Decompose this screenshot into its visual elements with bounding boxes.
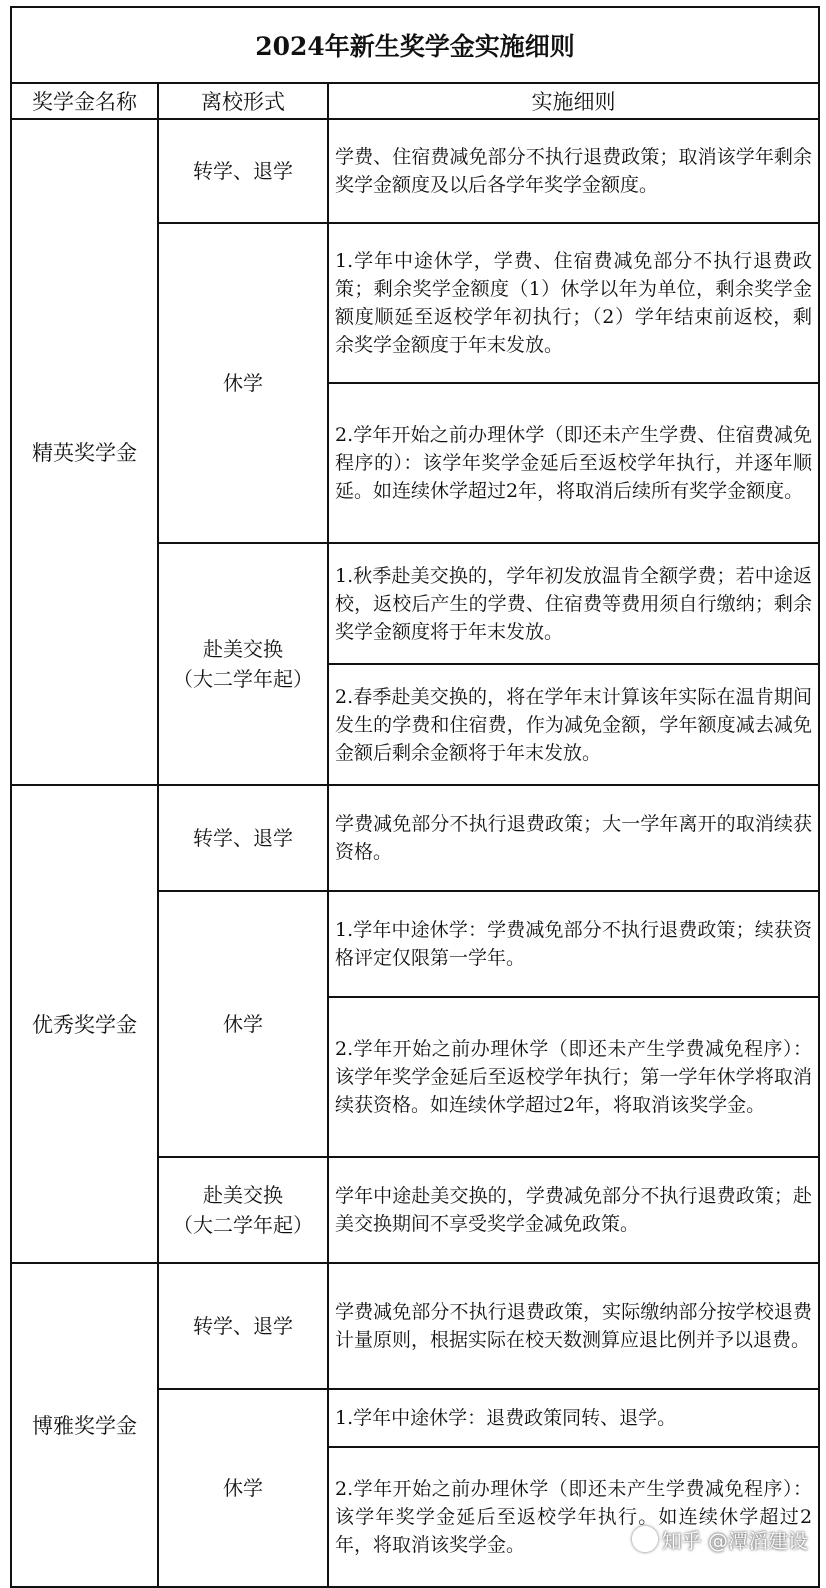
table-header-row <box>11 83 819 119</box>
form-suspend: 休学 <box>158 1389 328 1587</box>
form-exchange-line1: 赴美交换 <box>203 637 283 661</box>
category-excellent: 优秀奖学金 <box>11 785 158 1263</box>
watermark <box>632 1525 808 1554</box>
detail-cell: 学费减免部分不执行退费政策；大一学年离开的取消续获资格。 <box>328 785 819 891</box>
form-exchange <box>158 543 328 785</box>
form-transfer: 转学、退学 <box>158 1263 328 1389</box>
zhihu-logo-icon <box>632 1526 658 1552</box>
detail-cell: 2.春季赴美交换的，将在学年末计算该年实际在温肯期间发生的学费和住宿费，作为减免金额，学年额度减去减免金额后剩余金额将于年末发放。 <box>328 664 819 785</box>
page-title: 2024年新生奖学金实施细则 <box>11 7 819 83</box>
header-detail: 实施细则 <box>328 83 819 119</box>
watermark-text: 知乎 @潭滔建设 <box>661 1529 808 1553</box>
form-suspend: 休学 <box>158 891 328 1157</box>
table-row <box>11 1263 819 1389</box>
detail-cell: 学费、住宿费减免部分不执行退费政策；取消该学年剩余奖学金额度及以后各学年奖学金额度。 <box>328 119 819 223</box>
detail-cell: 1.学年中途休学：学费减免部分不执行退费政策；续获资格评定仅限第一学年。 <box>328 891 819 997</box>
detail-cell: 2.学年开始之前办理休学（即还未产生学费减免程序）：该学年奖学金延后至返校学年执行。如连续休学超过2年，将取消该奖学金。 <box>328 1447 819 1587</box>
table-row <box>11 785 819 891</box>
detail-cell: 1.学年中途休学，学费、住宿费减免部分不执行退费政策；剩余奖学金额度（1）休学以年为单位，剩余奖学金额度顺延至返校学年初执行；（2）学年结束前返校，剩余奖学金额度于年末发放。 <box>328 223 819 383</box>
detail-cell: 学费减免部分不执行退费政策，实际缴纳部分按学校退费计量原则，根据实际在校天数测算应退比例并予以退费。 <box>328 1263 819 1389</box>
category-elite: 精英奖学金 <box>11 119 158 785</box>
category-boya: 博雅奖学金 <box>11 1263 158 1587</box>
detail-cell: 1.秋季赴美交换的，学年初发放温肯全额学费；若中途返校，返校后产生的学费、住宿费等费用须自行缴纳；剩余奖学金额度将于年末发放。 <box>328 543 819 664</box>
form-exchange-line2: （大二学年起） <box>173 667 313 691</box>
header-name: 奖学金名称 <box>11 83 158 119</box>
detail-cell: 2.学年开始之前办理休学（即还未产生学费减免程序）：该学年奖学金延后至返校学年执行；第一学年休学将取消续获资格。如连续休学超过2年，将取消该奖学金。 <box>328 997 819 1157</box>
header-form: 离校形式 <box>158 83 328 119</box>
detail-cell: 2.学年开始之前办理休学（即还未产生学费、住宿费减免程序的）：该学年奖学金延后至返校学年执行，并逐年顺延。如连续休学超过2年，将取消后续所有奖学金额度。 <box>328 383 819 543</box>
form-exchange-line2: （大二学年起） <box>173 1213 313 1237</box>
form-transfer: 转学、退学 <box>158 119 328 223</box>
scholarship-table <box>10 6 820 1588</box>
detail-cell: 学年中途赴美交换的，学费减免部分不执行退费政策；赴美交换期间不享受奖学金减免政策。 <box>328 1157 819 1263</box>
form-exchange <box>158 1157 328 1263</box>
detail-cell: 1.学年中途休学：退费政策同转、退学。 <box>328 1389 819 1447</box>
form-exchange-line1: 赴美交换 <box>203 1183 283 1207</box>
table-row <box>11 119 819 223</box>
form-suspend: 休学 <box>158 223 328 543</box>
form-transfer: 转学、退学 <box>158 785 328 891</box>
